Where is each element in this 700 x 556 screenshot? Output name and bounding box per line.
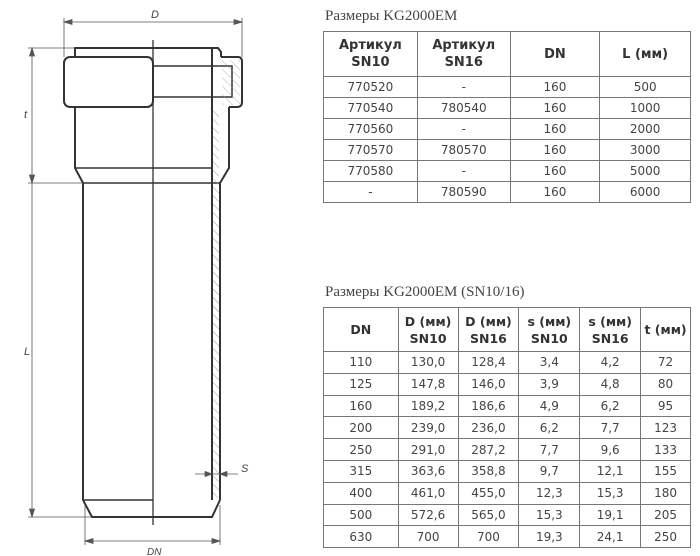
table-row: 770580 - 160 5000 xyxy=(324,161,691,182)
label-d: D xyxy=(151,9,159,21)
table-row: 630 700 700 19,3 24,1 250 xyxy=(324,526,691,548)
table-row: 770570 780570 160 3000 xyxy=(324,140,691,161)
pipe-technical-drawing xyxy=(0,0,310,556)
col-header-dn: DN xyxy=(510,32,600,77)
table-header-row xyxy=(324,32,691,77)
col-header-d-sn16: D (мм) SN16 xyxy=(458,308,519,352)
label-dn: DN xyxy=(147,547,162,556)
col-header-dn: DN xyxy=(324,308,399,352)
col-header-s-sn10: s (мм) SN10 xyxy=(519,308,580,352)
dimensions-table xyxy=(323,307,691,548)
table-row: 160 189,2 186,6 4,9 6,2 95 xyxy=(324,395,691,417)
label-l: L xyxy=(24,346,31,358)
col-header-article-sn16: Артикул SN16 xyxy=(417,32,510,77)
col-header-d-sn10: D (мм) SN10 xyxy=(398,308,458,352)
label-t: t xyxy=(24,109,28,121)
table-row: 125 147,8 146,0 3,9 4,8 80 xyxy=(324,373,691,395)
table-row: 200 239,0 236,0 6,2 7,7 123 xyxy=(324,417,691,439)
col-header-article-sn10: Артикул SN10 xyxy=(324,32,418,77)
table-row: 500 572,6 565,0 15,3 19,1 205 xyxy=(324,504,691,526)
table-row: 770520 - 160 500 xyxy=(324,77,691,98)
col-header-s-sn16: s (мм) SN16 xyxy=(580,308,641,352)
table1-caption: Размеры KG2000EM xyxy=(325,8,458,24)
table-header-row xyxy=(324,308,691,352)
table-row: 770560 - 160 2000 xyxy=(324,119,691,140)
articles-table xyxy=(323,31,691,203)
table-row: 315 363,6 358,8 9,7 12,1 155 xyxy=(324,460,691,482)
col-header-t: t (мм) xyxy=(641,308,691,352)
table-row: - 780590 160 6000 xyxy=(324,182,691,203)
table-row: 400 461,0 455,0 12,3 15,3 180 xyxy=(324,482,691,504)
table2-caption: Размеры KG2000EM (SN10/16) xyxy=(325,284,525,300)
wall-hatch xyxy=(213,110,219,498)
table-row: 770540 780540 160 1000 xyxy=(324,98,691,119)
col-header-length: L (мм) xyxy=(600,32,691,77)
table-row: 110 130,0 128,4 3,4 4,2 72 xyxy=(324,352,691,374)
label-s: S xyxy=(241,463,249,475)
table-row: 250 291,0 287,2 7,7 9,6 133 xyxy=(324,439,691,461)
